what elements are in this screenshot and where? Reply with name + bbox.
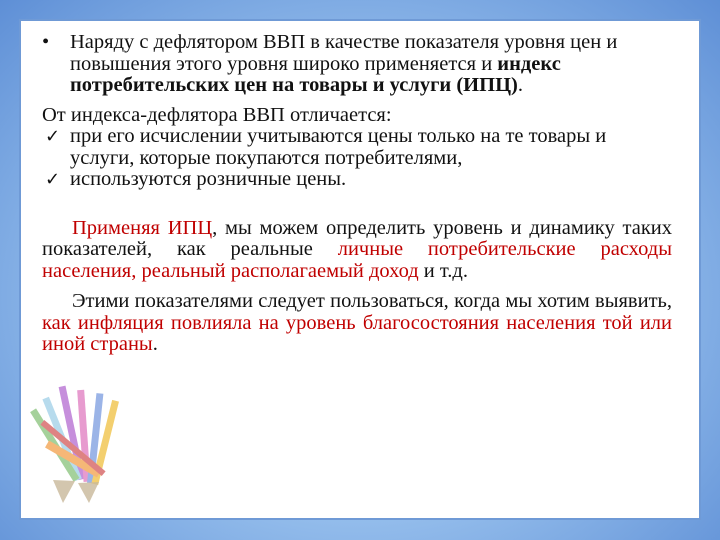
bullet-text-end: .: [517, 74, 523, 96]
check-text: используются розничные цены.: [70, 168, 347, 190]
paragraph-ipc-use: [30, 218, 672, 283]
bullet-text: Наряду с дефлятором ВВП в качестве показателя уровня цен и повышения этого уровня широко применяется и: [70, 31, 618, 75]
slide-content: [30, 32, 672, 356]
bullet-dot: •: [42, 31, 50, 53]
bullet-bold-text: индекс потребительских цен на товары и услуги (ИПЦ): [70, 52, 561, 96]
plain-text: Этими показателями следует пользоваться, когда мы хотим выявить,: [72, 290, 672, 312]
checkmark-icon: ✓: [45, 126, 61, 147]
plain-text: .: [152, 333, 158, 355]
check-text: при его исчислении учитываются цены только на те товары и услуги, которые покупаются потребителями,: [70, 125, 607, 169]
section-heading: От индекса-дефлятора ВВП отличается:: [42, 103, 392, 126]
checkmark-icon: ✓: [45, 169, 61, 190]
plain-text: , мы можем определить уровень и динамику таких показателей, как реальные: [42, 216, 672, 260]
check-item: [30, 126, 672, 169]
check-item: [30, 169, 672, 191]
paragraph-inflation: [30, 291, 672, 356]
red-text: личные потребительские расходы населения, реальный располагаемый доход: [42, 238, 672, 282]
red-text: как инфляция повлияла на уровень благосостояния населения той или иной страны: [42, 311, 672, 355]
red-text: Применяя ИПЦ: [72, 216, 213, 239]
bullet-item: [30, 32, 672, 97]
plain-text: и т.д.: [418, 259, 468, 282]
pencils-icon: [23, 385, 133, 505]
